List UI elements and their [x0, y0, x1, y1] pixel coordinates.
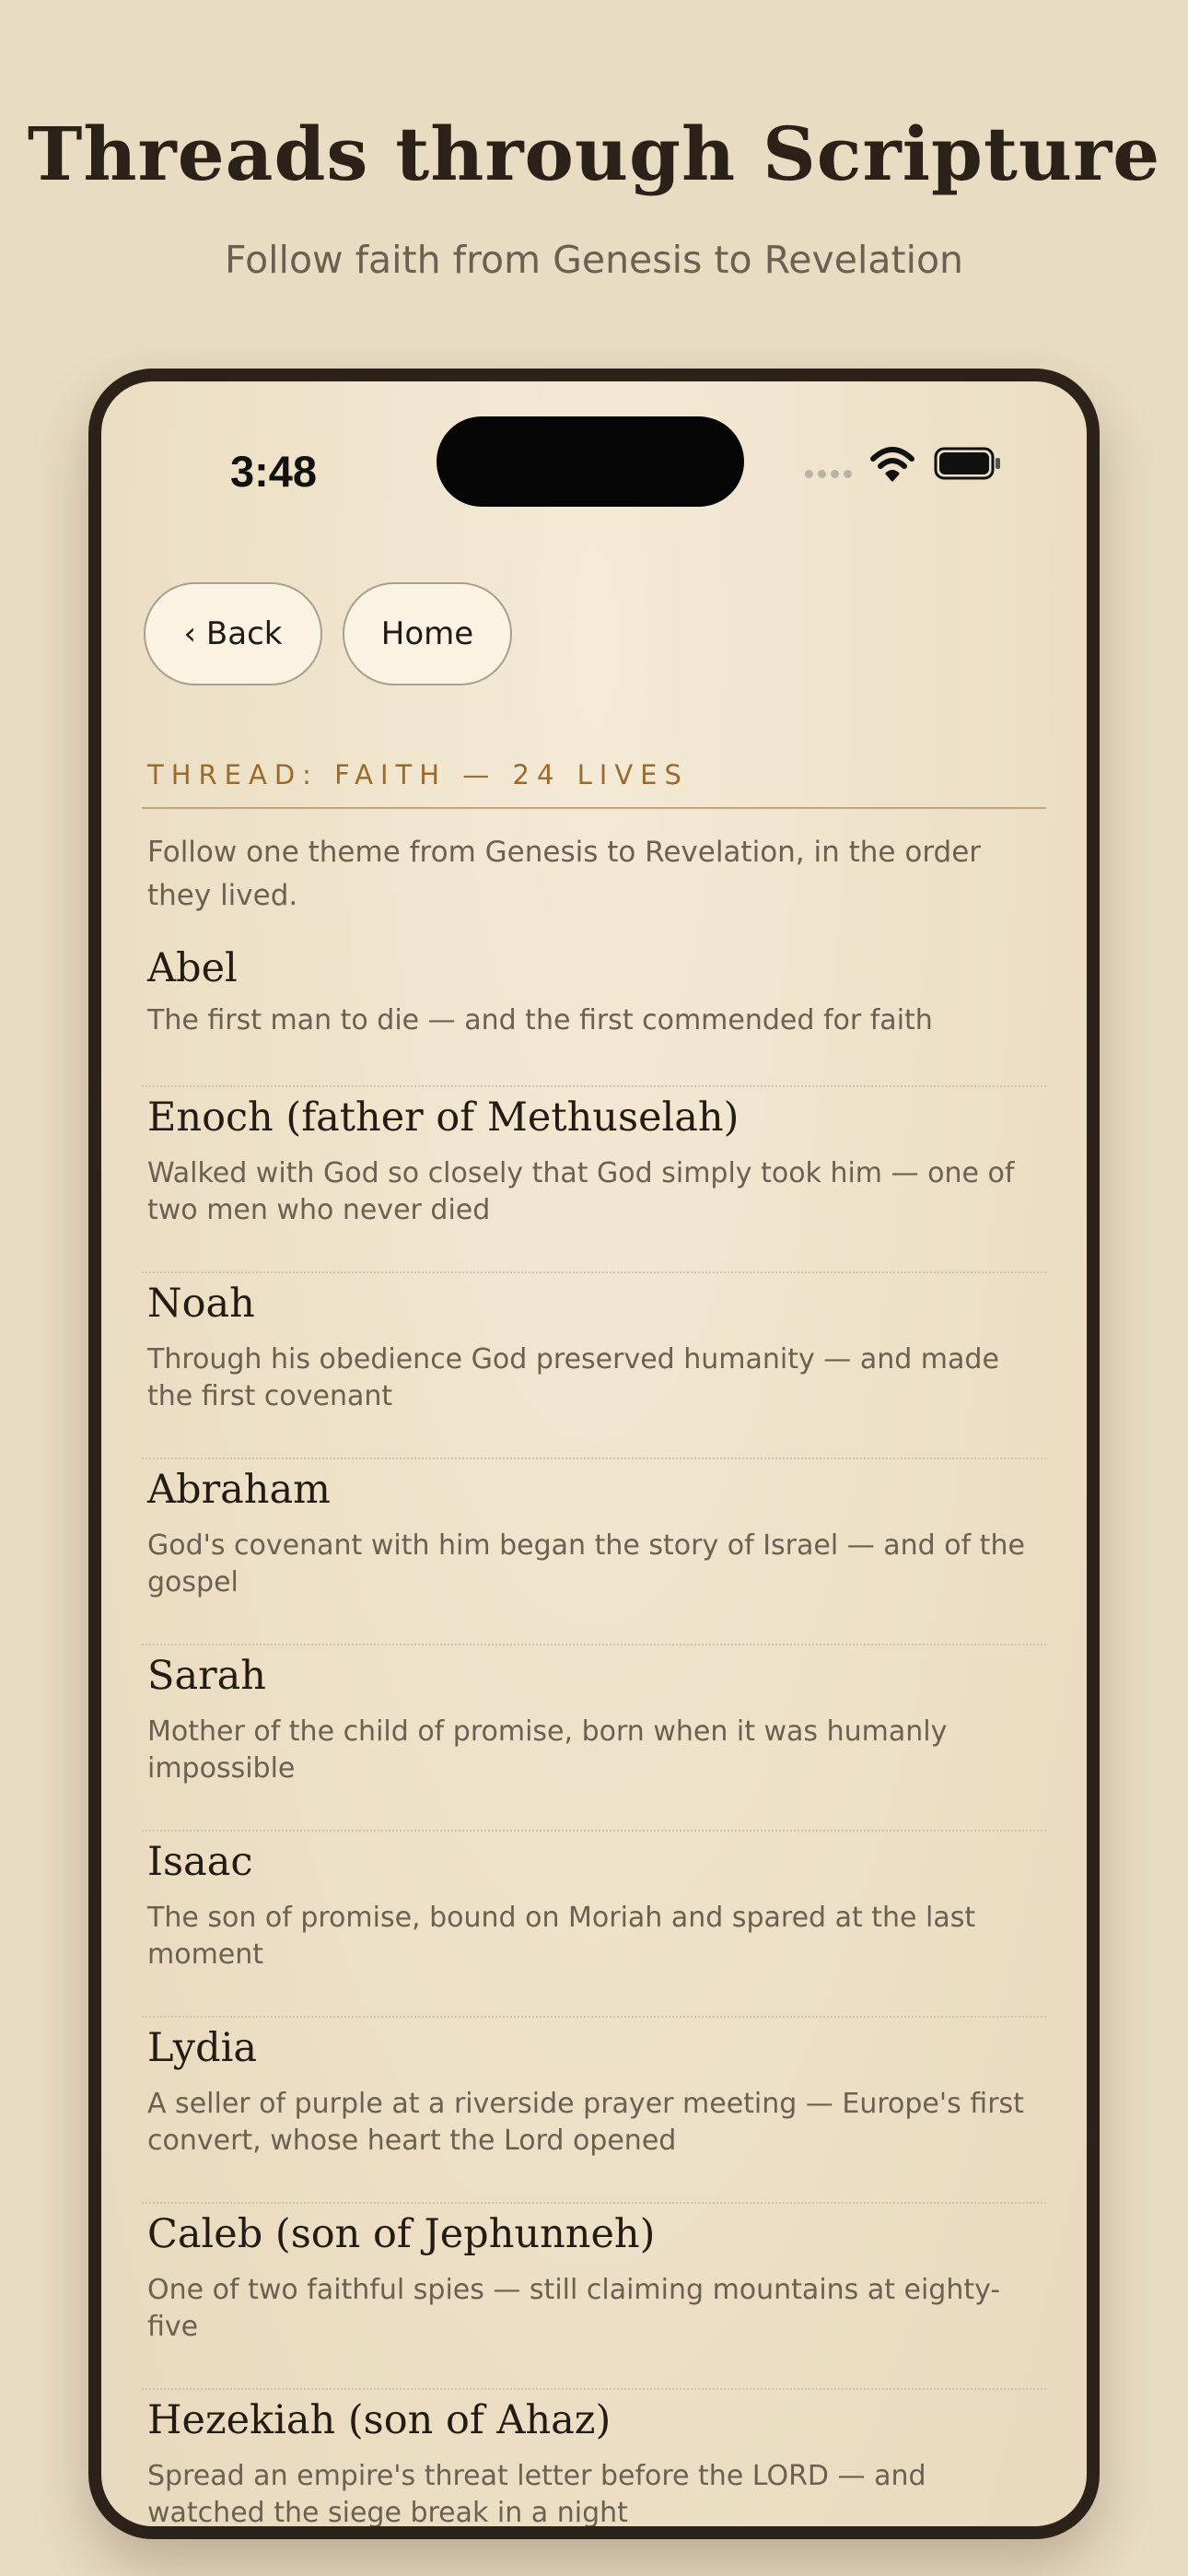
home-button[interactable]: Home	[343, 582, 512, 685]
list-item[interactable]	[142, 1645, 1046, 1832]
people-list	[142, 938, 1046, 2539]
person-name: Noah	[147, 1281, 255, 1327]
list-item[interactable]	[142, 1273, 1046, 1459]
person-name: Abraham	[147, 1467, 331, 1513]
list-item[interactable]	[142, 938, 1046, 1087]
cellular-signal-icon	[805, 470, 852, 478]
person-description: The son of promise, bound on Moriah and spared at the last moment	[147, 1902, 976, 1971]
list-item[interactable]	[142, 1459, 1046, 1645]
list-item[interactable]	[142, 2390, 1046, 2539]
thread-intro: Follow one theme from Genesis to Revelation, in the order they lived.	[147, 836, 982, 912]
person-name: Sarah	[147, 1653, 266, 1699]
person-name: Enoch (father of Methuselah)	[147, 1095, 740, 1141]
list-item[interactable]	[142, 1832, 1046, 2018]
person-description: God's covenant with him began the story of Israel — and of the gospel	[147, 1529, 1025, 1598]
list-item[interactable]	[142, 2018, 1046, 2204]
list-item[interactable]	[142, 2204, 1046, 2390]
person-description: Spread an empire's threat letter before the LORD — and watched the siege break in a night	[147, 2460, 926, 2529]
back-button[interactable]: ‹ Back	[144, 582, 322, 685]
person-description: The first man to die — and the first commended for faith	[147, 1004, 933, 1036]
person-name: Isaac	[147, 1839, 253, 1885]
person-description: Through his obedience God preserved humanity — and made the first covenant	[147, 1343, 999, 1412]
person-description: Walked with God so closely that God simply took him — one of two men who never died	[147, 1157, 1015, 1226]
person-name: Lydia	[147, 2025, 258, 2071]
person-description: One of two faithful spies — still claiming mountains at eighty-five	[147, 2274, 1001, 2343]
page-subtitle: Follow faith from Genesis to Revelation	[224, 238, 964, 282]
wifi-icon	[869, 446, 915, 483]
battery-icon	[934, 446, 1002, 481]
thread-header: THREAD: FAITH — 24 LIVES	[147, 759, 689, 790]
thread-divider	[142, 807, 1046, 809]
list-item[interactable]	[142, 1087, 1046, 1273]
status-time: 3:48	[230, 447, 318, 496]
person-description: A seller of purple at a riverside prayer meeting — Europe's first convert, whose heart the Lord opened	[147, 2088, 1024, 2157]
person-name: Hezekiah (son of Ahaz)	[147, 2397, 611, 2443]
phone-frame	[88, 369, 1100, 2539]
dynamic-island	[437, 416, 744, 507]
person-name: Abel	[147, 945, 238, 991]
person-description: Mother of the child of promise, born when it was humanly impossible	[147, 1715, 948, 1785]
person-name: Caleb (son of Jephunneh)	[147, 2211, 656, 2257]
page-title: Threads through Scripture	[27, 111, 1161, 197]
